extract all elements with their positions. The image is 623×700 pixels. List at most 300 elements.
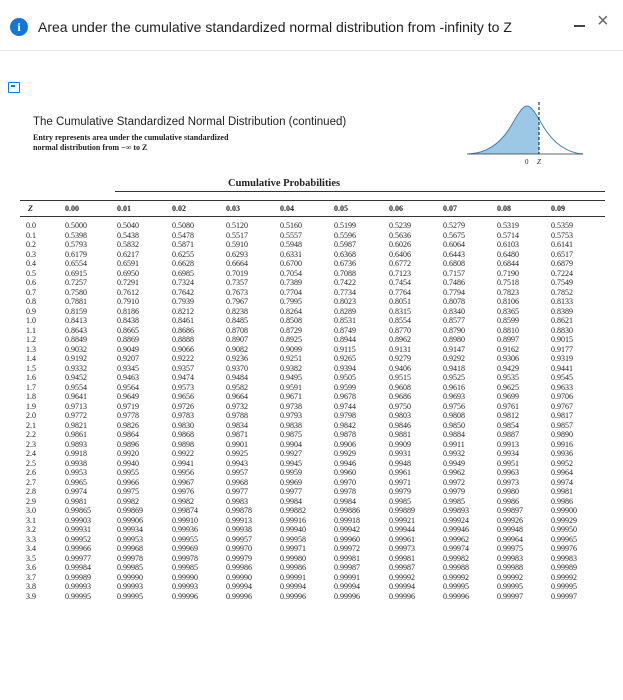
table-cell: 0.99990 [117,572,143,582]
table-cell: 0.99946 [443,525,469,534]
table-cell: 0.9761 [497,401,519,411]
table-cell: 0.9192 [65,354,87,363]
table-cell: 0.99974 [443,544,469,553]
table-cell: 0.99983 [497,553,523,563]
column-header: 0.09 [551,204,565,213]
table-cell: 0.99996 [226,591,252,601]
table-cell: 0.99995 [443,582,469,591]
table-cell: 0.8159 [65,306,87,316]
table-cell: 0.9920 [117,449,139,458]
z-value: 3.5 [26,553,36,563]
table-cell: 0.7823 [497,287,519,297]
table-cell: 0.9066 [172,344,194,354]
table-cell: 0.99958 [280,534,306,544]
table-cell: 0.9641 [65,392,87,401]
table-cell: 0.99981 [389,553,415,563]
table-cell: 0.9474 [172,373,194,382]
table-cell: 0.9484 [226,373,248,382]
table-cell: 0.99994 [334,582,360,591]
table-cell: 0.5239 [389,221,411,230]
table-cell: 0.9664 [226,392,248,401]
table-cell: 0.9756 [443,401,465,411]
table-cell: 0.99993 [117,582,143,591]
table-cell: 0.9554 [65,382,87,392]
table-cell: 0.99882 [280,506,306,515]
table-cell: 0.8869 [117,335,139,344]
table-cell: 0.9778 [117,411,139,420]
table-cell: 0.99988 [497,563,523,572]
table-cell: 0.99900 [551,506,577,515]
table-cell: 0.9515 [389,373,411,382]
header-top-rule [20,200,605,201]
table-cell: 0.99977 [65,553,91,563]
table-cell: 0.9972 [443,477,465,487]
close-button[interactable]: × [597,10,609,32]
table-cell: 0.7612 [117,287,139,297]
table-cell: 0.7324 [172,278,194,287]
z-value: 1.3 [26,344,36,354]
z-value: 1.0 [26,316,36,325]
column-header: 0.08 [497,204,511,213]
z-value: 3.4 [26,544,36,553]
z-value: 3.2 [26,525,36,534]
table-cell: 0.9846 [389,420,411,430]
z-value: 1.2 [26,335,36,344]
table-cell: 0.99921 [389,515,415,525]
table-cell: 0.9115 [334,344,356,354]
table-cell: 0.99981 [334,553,360,563]
table-cell: 0.9573 [172,382,194,392]
table-cell: 0.9953 [65,468,87,477]
table-cell: 0.6217 [117,249,139,259]
table-cell: 0.8830 [551,325,573,335]
table-cell: 0.8686 [172,325,194,335]
table-cell: 0.9976 [172,487,194,496]
table-cell: 0.8051 [389,297,411,306]
table-cell: 0.99916 [280,515,306,525]
table-cell: 0.9971 [389,477,411,487]
z-value: 1.4 [26,354,36,363]
table-cell: 0.99893 [443,506,469,515]
table-cell: 0.7995 [280,297,302,306]
table-cell: 0.9945 [280,458,302,468]
table-cell: 0.7734 [334,287,356,297]
data-column [226,221,252,601]
table-cell: 0.6808 [443,259,465,268]
table-cell: 0.9082 [226,344,248,354]
table-cell: 0.8790 [443,325,465,335]
table-cell: 0.99966 [65,544,91,553]
z-value: 3.3 [26,534,36,544]
table-cell: 0.9394 [334,363,356,373]
table-cell: 0.5279 [443,221,465,230]
column-header: 0.06 [389,204,403,213]
z-value: 0.2 [26,240,36,249]
table-cell: 0.8621 [551,316,573,325]
table-cell: 0.99980 [280,553,306,563]
table-cell: 0.9931 [389,449,411,458]
table-cell: 0.8340 [443,306,465,316]
table-cell: 0.99984 [65,563,91,572]
table-cell: 0.6331 [280,249,302,259]
table-cell: 0.9986 [497,496,519,506]
z-value: 1.9 [26,401,36,411]
table-cell: 0.99995 [117,591,143,601]
table-cell: 0.9582 [226,382,248,392]
table-cell: 0.9940 [117,458,139,468]
table-cell: 0.5714 [497,230,519,240]
table-cell: 0.99973 [389,544,415,553]
table-cell: 0.7019 [226,268,248,278]
table-cell: 0.8888 [172,335,194,344]
table-cell: 0.99961 [389,534,415,544]
table-cell: 0.9986 [551,496,573,506]
table-cell: 0.5832 [117,240,139,249]
table-cell: 0.9625 [497,382,519,392]
table-cell: 0.9974 [65,487,87,496]
table-cell: 0.9898 [172,439,194,449]
table-cell: 0.8810 [497,325,519,335]
table-cell: 0.99972 [334,544,360,553]
table-cell: 0.99969 [172,544,198,553]
table-cell: 0.7704 [280,287,302,297]
table-cell: 0.6443 [443,249,465,259]
z-value: 1.7 [26,382,36,392]
table-cell: 0.6591 [117,259,139,268]
z-column [26,221,36,601]
table-cell: 0.99992 [497,572,523,582]
table-cell: 0.5438 [117,230,139,240]
data-column [389,221,415,601]
table-cell: 0.99986 [280,563,306,572]
table-cell: 0.5000 [65,221,87,230]
table-cell: 0.9495 [280,373,302,382]
table-cell: 0.6255 [172,249,194,259]
table-cell: 0.6064 [443,240,465,249]
z-value: 1.6 [26,373,36,382]
table-cell: 0.99996 [280,591,306,601]
z-value: 3.9 [26,591,36,601]
table-cell: 0.9345 [117,363,139,373]
table-cell: 0.6179 [65,249,87,259]
table-cell: 0.5596 [334,230,356,240]
table-cell: 0.99913 [226,515,252,525]
table-cell: 0.6628 [172,259,194,268]
data-column [172,221,198,601]
table-cell: 0.9955 [117,468,139,477]
data-column [551,221,577,601]
table-cell: 0.8438 [117,316,139,325]
table-cell: 0.8264 [280,306,302,316]
table-cell: 0.7357 [226,278,248,287]
table-cell: 0.9956 [172,468,194,477]
table-cell: 0.6844 [497,259,519,268]
table-cell: 0.5871 [172,240,194,249]
table-cell: 0.6480 [497,249,519,259]
table-cell: 0.9929 [334,449,356,458]
table-cell: 0.8980 [443,335,465,344]
table-cell: 0.6293 [226,249,248,259]
table-cell: 0.9906 [334,439,356,449]
table-cell: 0.9857 [551,420,573,430]
table-cell: 0.9911 [443,439,465,449]
table-cell: 0.9099 [280,344,302,354]
z-value: 3.7 [26,572,36,582]
table-cell: 0.99874 [172,506,198,515]
table-cell: 0.8944 [334,335,356,344]
table-cell: 0.99997 [497,591,523,601]
table-cell: 0.99989 [551,563,577,572]
table-cell: 0.9970 [334,477,356,487]
table-cell: 0.9738 [280,401,302,411]
table-cell: 0.9370 [226,363,248,373]
table-cell: 0.9406 [389,363,411,373]
table-cell: 0.8289 [334,306,356,316]
table-cell: 0.9732 [226,401,248,411]
table-cell: 0.9969 [280,477,302,487]
table-cell: 0.9977 [226,487,248,496]
table-cell: 0.9975 [117,487,139,496]
table-cell: 0.9916 [551,439,573,449]
table-cell: 0.8531 [334,316,356,325]
table-cell: 0.7257 [65,278,87,287]
table-cell: 0.9616 [443,382,465,392]
table-cell: 0.9750 [389,401,411,411]
table-cell: 0.8365 [497,306,519,316]
table-cell: 0.7389 [280,278,302,287]
table-cell: 0.6406 [389,249,411,259]
table-cell: 0.9961 [389,468,411,477]
table-cell: 0.8485 [226,316,248,325]
document-image [0,104,623,700]
table-cell: 0.7794 [443,287,465,297]
data-column [117,221,143,601]
z-value: 1.1 [26,325,36,335]
info-icon: i [10,18,28,36]
table-cell: 0.8106 [497,297,519,306]
table-cell: 0.99886 [334,506,360,515]
table-cell: 0.9265 [334,354,356,363]
table-cell: 0.8643 [65,325,87,335]
table-cell: 0.9927 [280,449,302,458]
table-cell: 0.8238 [226,306,248,316]
table-cell: 0.9878 [334,430,356,439]
table-cell: 0.9821 [65,420,87,430]
table-cell: 0.8389 [551,306,573,316]
table-cell: 0.99994 [226,582,252,591]
table-cell: 0.9868 [172,430,194,439]
table-cell: 0.99897 [497,506,523,515]
table-cell: 0.9932 [443,449,465,458]
data-column [497,221,523,601]
table-cell: 0.99992 [551,572,577,582]
table-cell: 0.5675 [443,230,465,240]
table-cell: 0.9545 [551,373,573,382]
column-header: 0.00 [65,204,79,213]
table-cell: 0.9678 [334,392,356,401]
table-cell: 0.99926 [497,515,523,525]
table-cell: 0.9525 [443,373,465,382]
table-cell: 0.9236 [226,354,248,363]
table-cell: 0.9985 [443,496,465,506]
table-cell: 0.7881 [65,297,87,306]
table-cell: 0.9985 [389,496,411,506]
table-cell: 0.99991 [334,572,360,582]
table-cell: 0.5040 [117,221,139,230]
table-cell: 0.7054 [280,268,302,278]
table-cell: 0.9861 [65,430,87,439]
table-cell: 0.9854 [497,420,519,430]
z-value: 0.9 [26,306,36,316]
table-cell: 0.9452 [65,373,87,382]
table-cell: 0.8729 [280,325,302,335]
table-cell: 0.6026 [389,240,411,249]
table-cell: 0.9767 [551,401,573,411]
table-cell: 0.9936 [551,449,573,458]
table-cell: 0.9463 [117,373,139,382]
table-cell: 0.9904 [280,439,302,449]
table-cell: 0.6141 [551,240,573,249]
table-cell: 0.6554 [65,259,87,268]
column-header: 0.07 [443,204,457,213]
table-cell: 0.99960 [334,534,360,544]
table-cell: 0.99944 [389,525,415,534]
table-cell: 0.9978 [334,487,356,496]
data-column [443,221,469,601]
column-header: 0.02 [172,204,186,213]
table-cell: 0.99931 [65,525,91,534]
table-cell: 0.99985 [117,563,143,572]
minimize-button[interactable] [573,17,587,31]
table-cell: 0.99982 [443,553,469,563]
table-cell: 0.99997 [551,591,577,601]
table-cell: 0.99993 [172,582,198,591]
table-cell: 0.9783 [172,411,194,420]
table-cell: 0.7967 [226,297,248,306]
table-cell: 0.9429 [497,363,519,373]
table-cell: 0.9817 [551,411,573,420]
table-cell: 0.99975 [497,544,523,553]
window-header [0,0,623,50]
table-cell: 0.99918 [334,515,360,525]
table-cell: 0.99995 [551,582,577,591]
table-cell: 0.9608 [389,382,411,392]
panel-toggle-icon[interactable] [8,82,20,93]
z-value: 0.8 [26,297,36,306]
table-cell: 0.9049 [117,344,139,354]
table-cell: 0.9719 [117,401,139,411]
table-cell: 0.5910 [226,240,248,249]
table-cell: 0.9925 [226,449,248,458]
table-cell: 0.9656 [172,392,194,401]
table-cell: 0.7764 [389,287,411,297]
table-cell: 0.7123 [389,268,411,278]
table-cell: 0.99990 [226,572,252,582]
table-cell: 0.7190 [497,268,519,278]
table-cell: 0.99952 [65,534,91,544]
table-cell: 0.9788 [226,411,248,420]
table-cell: 0.99995 [497,582,523,591]
table-cell: 0.99964 [497,534,523,544]
table-cell: 0.99989 [65,572,91,582]
table-cell: 0.5398 [65,230,87,240]
table-cell: 0.99865 [65,506,91,515]
table-cell: 0.99938 [226,525,252,534]
title-rule [115,191,605,192]
table-cell: 0.6103 [497,240,519,249]
table-cell: 0.99994 [280,582,306,591]
table-cell: 0.9982 [117,496,139,506]
table-cell: 0.8907 [226,335,248,344]
table-cell: 0.9974 [551,477,573,487]
table-cell: 0.9591 [280,382,302,392]
table-cell: 0.99979 [226,553,252,563]
window-title: Area under the cumulative standardized normal distribution from -infinity to Z [38,19,512,35]
table-cell: 0.6517 [551,249,573,259]
z-value: 2.4 [26,449,36,458]
table-cell: 0.6985 [172,268,194,278]
table-cell: 0.5987 [334,240,356,249]
table-cell: 0.9812 [497,411,519,420]
doc-description [33,133,273,153]
table-cell: 0.9222 [172,354,194,363]
table-cell: 0.9842 [334,420,356,430]
table-cell: 0.7088 [334,268,356,278]
table-cell: 0.9979 [443,487,465,496]
table-cell: 0.9803 [389,411,411,420]
table-cell: 0.5120 [226,221,248,230]
table-cell: 0.9901 [226,439,248,449]
table-cell: 0.99987 [389,563,415,572]
table-cell: 0.7549 [551,278,573,287]
table-cell: 0.8554 [389,316,411,325]
table-cell: 0.99950 [551,525,577,534]
z-value: 0.4 [26,259,36,268]
table-title: Cumulative Probabilities [228,178,341,189]
table-cell: 0.99991 [280,572,306,582]
table-cell: 0.9671 [280,392,302,401]
z-value: 3.0 [26,506,36,515]
z-value: 0.5 [26,268,36,278]
table-cell: 0.5636 [389,230,411,240]
table-cell: 0.9922 [172,449,194,458]
table-cell: 0.8749 [334,325,356,335]
table-cell: 0.9875 [280,430,302,439]
table-cell: 0.9505 [334,373,356,382]
table-cell: 0.5319 [497,221,519,230]
table-cell: 0.99910 [172,515,198,525]
table-cell: 0.8708 [226,325,248,335]
column-header: 0.05 [334,204,348,213]
table-cell: 0.9913 [497,439,519,449]
table-cell: 0.6736 [334,259,356,268]
table-cell: 0.9706 [551,392,573,401]
z-value: 2.1 [26,420,36,430]
table-cell: 0.5359 [551,221,573,230]
table-cell: 0.9918 [65,449,87,458]
table-cell: 0.9015 [551,335,573,344]
table-cell: 0.9564 [117,382,139,392]
table-cell: 0.99985 [172,563,198,572]
z-value: 0.7 [26,287,36,297]
table-cell: 0.99996 [172,591,198,601]
table-cell: 0.9979 [389,487,411,496]
table-cell: 0.9830 [172,420,194,430]
table-cell: 0.99992 [443,572,469,582]
table-cell: 0.9965 [65,477,87,487]
table-cell: 0.9981 [551,487,573,496]
table-cell: 0.99970 [226,544,252,553]
